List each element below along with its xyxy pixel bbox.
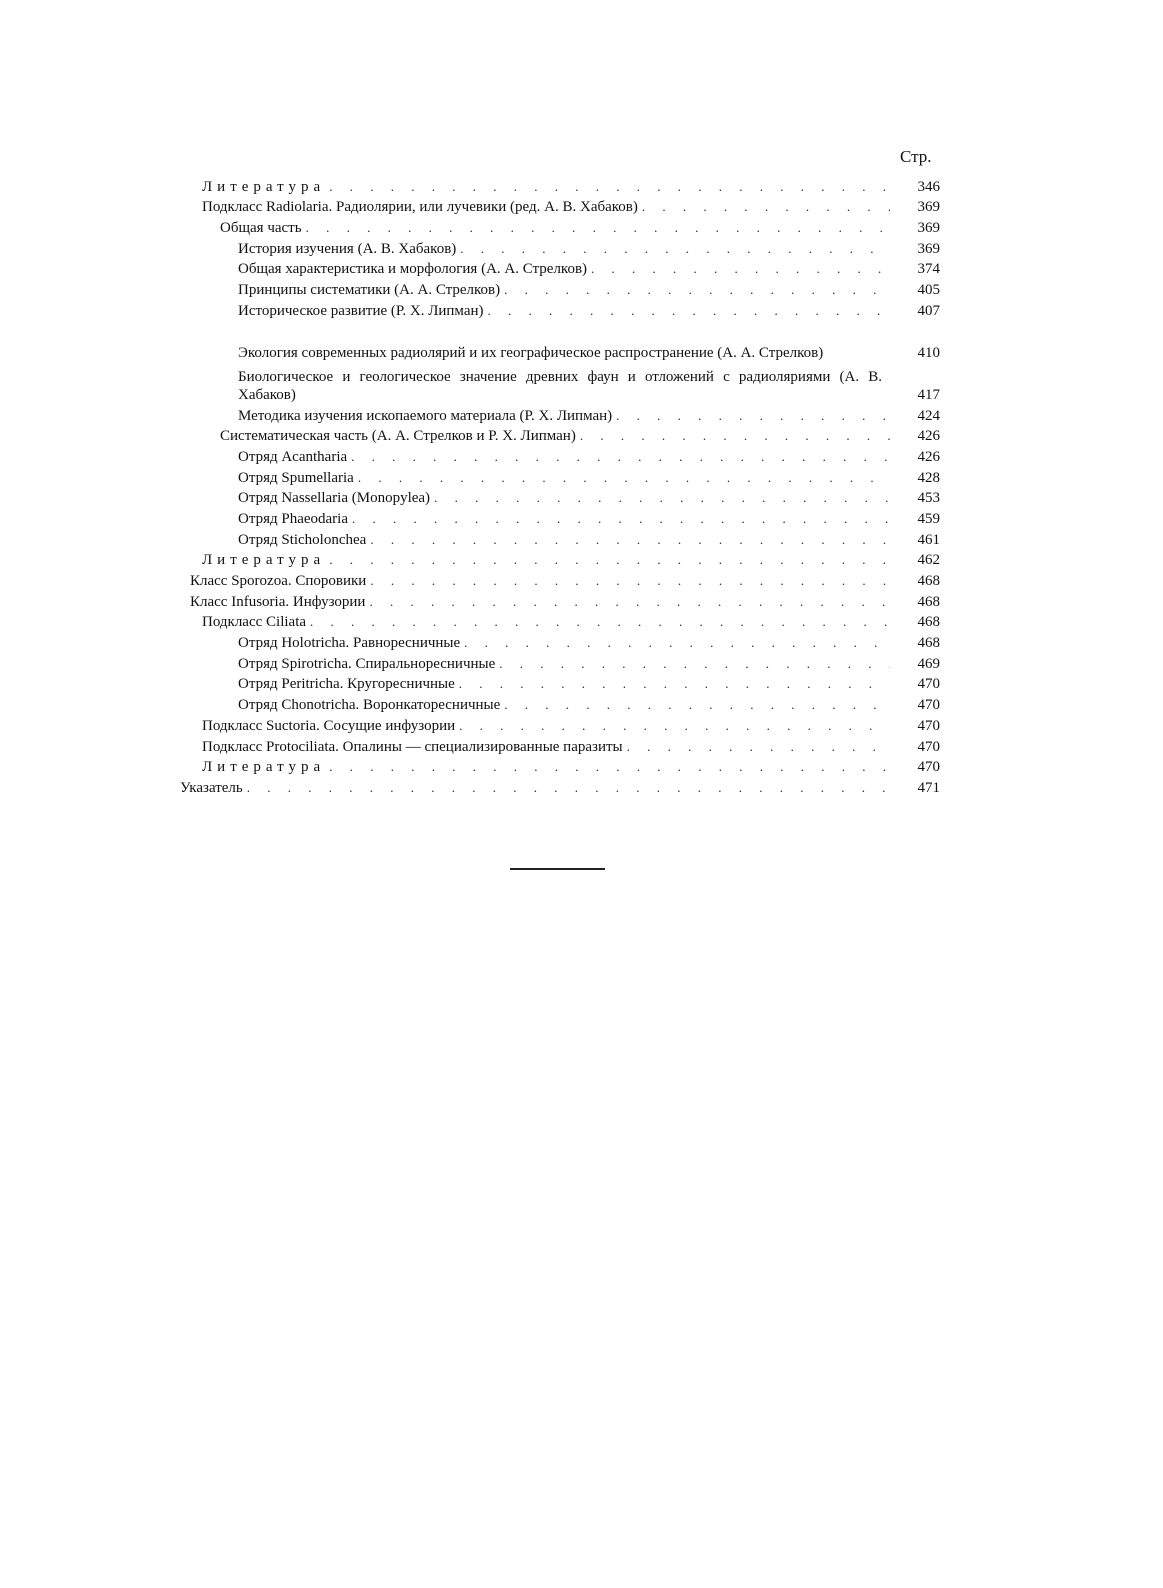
toc-entry[interactable] <box>180 487 940 508</box>
toc-entry-title: Литература <box>202 758 329 776</box>
toc-entry-page-number: 470 <box>917 676 940 693</box>
toc-entry-title: Подкласс Suctoria. Сосущие инфузории <box>202 717 459 735</box>
toc-entry-title: Подкласс Protociliata. Опалины — специализированные паразиты <box>202 738 627 756</box>
dot-leader <box>504 281 890 299</box>
toc-entry-page-number: 369 <box>917 240 940 257</box>
toc-entry[interactable] <box>180 258 940 279</box>
dot-leader <box>329 178 890 196</box>
dot-leader <box>310 613 890 631</box>
toc-entry-page-number: 410 <box>917 344 940 361</box>
dot-leader <box>351 448 890 466</box>
toc-entry-title: Отряд Sticholonchea <box>238 531 370 549</box>
toc-entry-title: Систематическая часть (А. А. Стрелков и Р. Х. Липман) <box>220 427 580 445</box>
dot-leader <box>459 717 890 735</box>
toc-entry[interactable] <box>180 404 940 425</box>
dot-leader <box>580 427 890 445</box>
toc-entry-title: Отряд Spirotricha. Спиральноресничные <box>238 655 499 673</box>
toc-entry-page-number: 459 <box>917 510 940 527</box>
toc-entry-title: Биологическое и геологическое значение древних фаун и отложений с радиоляриями (А. В. Хабаков) <box>238 368 890 404</box>
toc-entry-page-number: 369 <box>917 220 940 237</box>
toc-entry-title: Класс Infusoria. Инфузории <box>190 593 369 611</box>
dot-leader <box>329 758 890 776</box>
toc-entry-page-number: 426 <box>917 448 940 465</box>
toc-entry[interactable] <box>180 693 940 714</box>
toc-entry-title: Подкласс Ciliata <box>202 613 310 631</box>
dot-leader <box>369 593 890 611</box>
dot-leader <box>306 219 890 237</box>
toc-entry[interactable] <box>180 714 940 735</box>
toc-entry[interactable] <box>180 362 940 404</box>
toc-entry-title: Отряд Holotricha. Равноресничные <box>238 634 464 652</box>
dot-leader <box>627 738 890 756</box>
toc-entry[interactable] <box>180 445 940 466</box>
toc-entry[interactable] <box>180 673 940 694</box>
toc-entry[interactable] <box>180 631 940 652</box>
dot-leader <box>370 531 890 549</box>
toc-entry[interactable] <box>180 320 940 362</box>
toc-entry[interactable] <box>180 196 940 217</box>
dot-leader <box>370 572 890 590</box>
dot-leader <box>591 260 890 278</box>
toc-entry[interactable] <box>180 569 940 590</box>
toc-entry[interactable] <box>180 237 940 258</box>
toc-entry[interactable] <box>180 590 940 611</box>
toc-entry-title: Указатель <box>180 779 247 797</box>
toc-entry-page-number: 469 <box>917 655 940 672</box>
toc-entry[interactable] <box>180 776 940 797</box>
toc-entry-title: Литература <box>202 178 329 196</box>
toc-entry-page-number: 417 <box>917 386 940 403</box>
toc-entry-page-number: 468 <box>917 573 940 589</box>
toc-entry-title: История изучения (А. В. Хабаков) <box>238 240 460 258</box>
dot-leader <box>247 779 890 797</box>
toc-entry-title: Экология современных радиолярий и их географическое распространение (А. А. Стрелков) <box>238 344 890 362</box>
dot-leader <box>464 634 890 652</box>
toc-entry-page-number: 470 <box>917 697 940 714</box>
dot-leader <box>488 302 890 320</box>
toc-entry-page-number: 462 <box>917 552 940 569</box>
toc-entry-page-number: 468 <box>917 593 940 610</box>
toc-entry[interactable] <box>180 549 940 570</box>
toc-entry-page-number: 407 <box>917 302 940 319</box>
toc-entry[interactable] <box>180 425 940 446</box>
toc-entry-title: Общая характеристика и морфология (А. А. Стрелков) <box>238 260 591 278</box>
toc-entry-title: Отряд Spumellaria <box>238 469 358 487</box>
toc-entry[interactable] <box>180 507 940 528</box>
toc-entry-page-number: 405 <box>917 282 940 299</box>
toc-entry[interactable] <box>180 278 940 299</box>
dot-leader <box>459 675 890 693</box>
dot-leader <box>499 655 890 673</box>
toc-entry-page-number: 424 <box>917 407 940 424</box>
toc-entry-title: Отряд Peritricha. Кругоресничные <box>238 675 459 693</box>
toc-entry-title: Отряд Phaeodaria <box>238 510 352 528</box>
toc-entry-title: Отряд Chonotricha. Воронкаторесничные <box>238 696 504 714</box>
toc-entry-page-number: 471 <box>917 779 940 796</box>
toc-entry-title: Отряд Acantharia <box>238 448 351 466</box>
toc-entry-page-number: 346 <box>917 178 940 195</box>
toc-entry-title: Общая часть <box>220 219 306 237</box>
toc-entry-page-number: 470 <box>917 759 940 776</box>
dot-leader <box>504 696 890 714</box>
dot-leader <box>358 469 890 487</box>
toc-entry-page-number: 369 <box>917 199 940 216</box>
toc-entry[interactable] <box>180 528 940 549</box>
toc-entry[interactable] <box>180 466 940 487</box>
toc-entry-title: Отряд Nassellaria (Monopylea) <box>238 489 434 507</box>
toc-entry[interactable] <box>180 299 940 320</box>
page-column-header: Стр. <box>900 147 932 166</box>
toc-entry-page-number: 374 <box>917 261 940 278</box>
toc-entry-title: Подкласс Radiolaria. Радиолярии, или лучевики (ред. А. В. Хабаков) <box>202 198 642 216</box>
toc-entry-page-number: 453 <box>917 490 940 507</box>
toc-entry[interactable] <box>180 175 940 196</box>
dot-leader <box>616 407 890 425</box>
toc-entry-page-number: 428 <box>917 469 940 486</box>
toc-entry[interactable] <box>180 735 940 756</box>
section-divider <box>510 868 605 870</box>
toc-entry-title: Принципы систематики (А. А. Стрелков) <box>238 281 504 299</box>
toc-entry-page-number: 426 <box>917 428 940 445</box>
dot-leader <box>460 240 890 258</box>
toc-entry[interactable] <box>180 652 940 673</box>
toc-entry[interactable] <box>180 611 940 632</box>
toc-entry-page-number: 470 <box>917 717 940 734</box>
toc-entry-page-number: 461 <box>917 531 940 548</box>
toc-entry-page-number: 468 <box>917 614 940 631</box>
dot-leader <box>329 551 890 569</box>
toc-entry[interactable] <box>180 756 940 777</box>
toc-entry-title: Литература <box>202 551 329 569</box>
toc-entry-title: Методика изучения ископаемого материала (Р. Х. Липман) <box>238 407 616 425</box>
dot-leader <box>434 489 890 507</box>
dot-leader <box>642 198 890 216</box>
table-of-contents <box>180 175 940 797</box>
toc-entry-page-number: 470 <box>917 738 940 755</box>
dot-leader <box>352 510 890 528</box>
toc-entry-page-number: 468 <box>917 635 940 652</box>
toc-entry-title: Историческое развитие (Р. Х. Липман) <box>238 302 488 320</box>
toc-entry[interactable] <box>180 216 940 237</box>
toc-entry-title: Класс Sporozoa. Споровики <box>190 572 370 590</box>
